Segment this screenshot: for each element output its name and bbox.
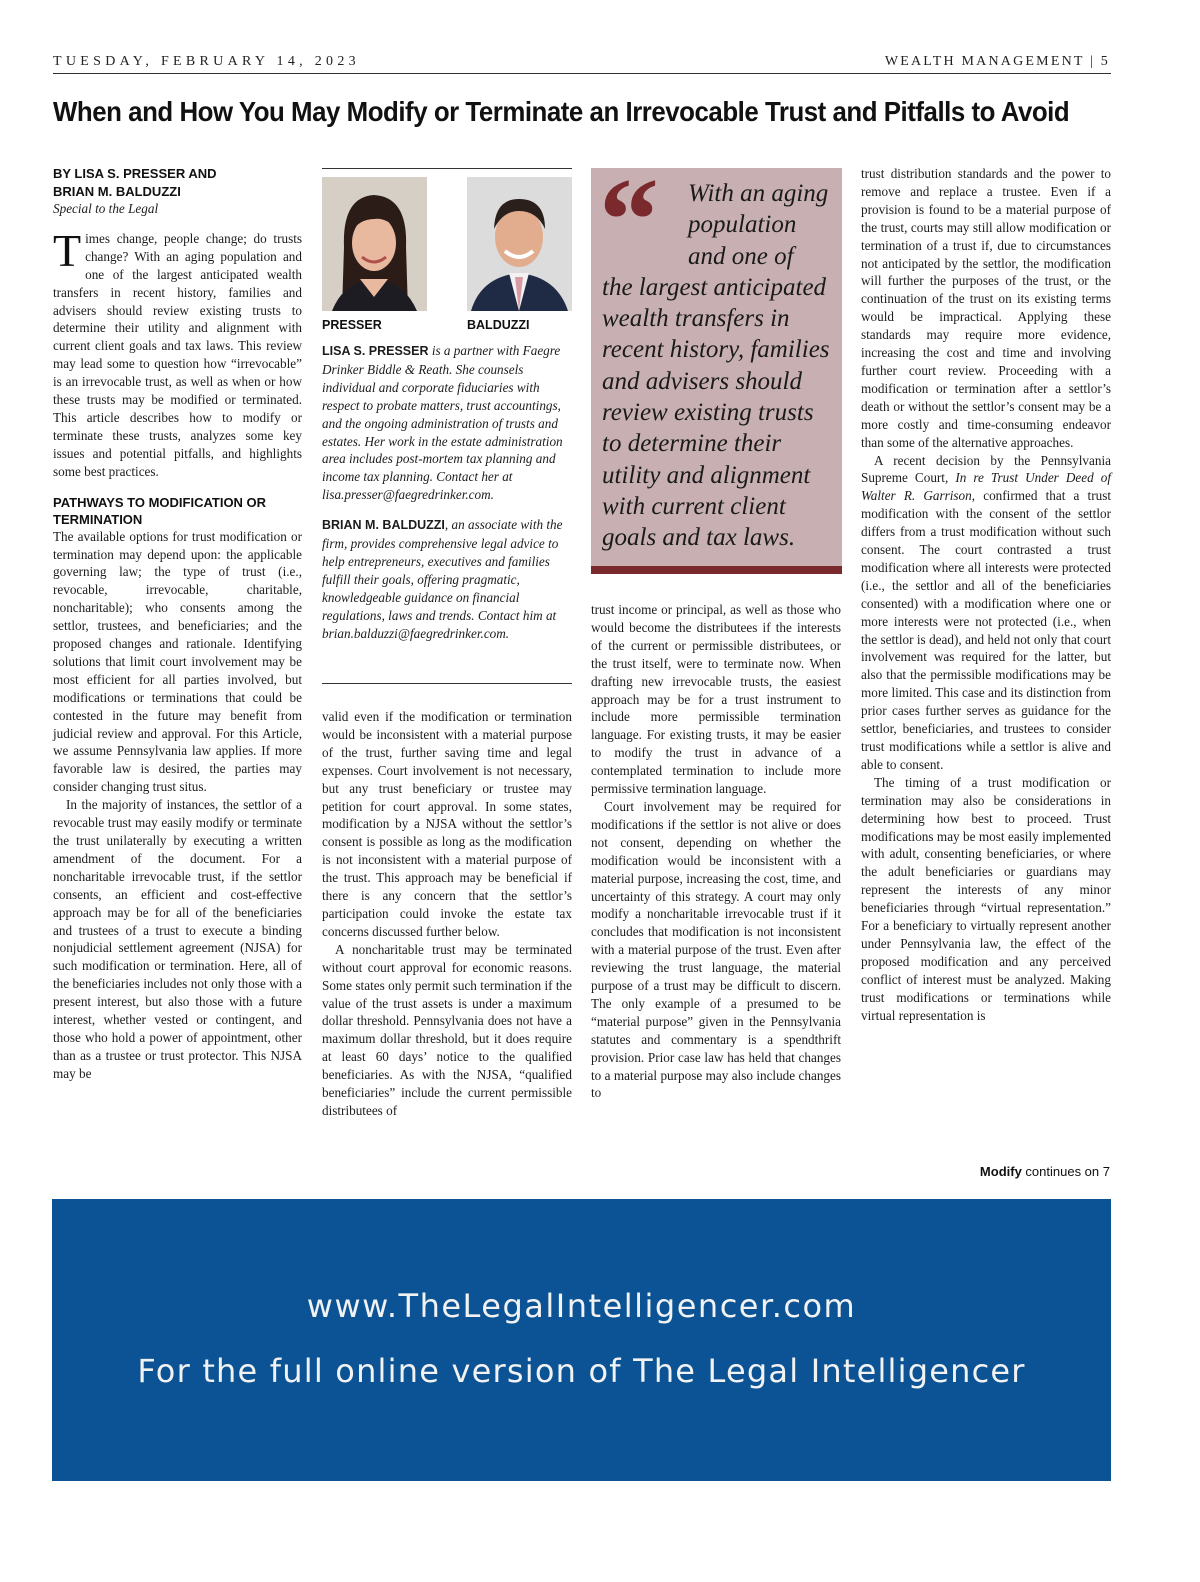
byline-line-1: BY LISA S. PRESSER AND: [53, 166, 217, 181]
case-name: In re Trust Under Deed of Walter R. Garrison: [861, 470, 1111, 504]
paragraph: The available options for trust modification or termination may depend upon: the applicable governing law; the type of trust (i.e., revocable, irrevocable, charitable, noncharitable); who consents among the settlor, trustees, and beneficiaries; and the proposed changes and rationale. Identifying solutions that limit court involvement may be most efficient for all parties involved, but modifications or terminations that could be contested in the future may benefit from judicial review and approval. For this Article, we assume Pennsylvania law applies. If more favorable law is desired, the parties may consider changing trust situs.: [53, 528, 302, 795]
continuation-keyword: Modify: [979, 1164, 1022, 1179]
pull-quote-body: the largest anticipated wealth transfers in recent history, families and advisers should review existing trusts to determine their utility and alignment with current client goals and tax laws.: [602, 273, 830, 552]
author-photo-presser: [322, 177, 427, 311]
header-rule: [53, 73, 1111, 74]
photo-top-rule: [322, 168, 572, 169]
quote-mark-icon: “: [599, 153, 659, 286]
paragraph: A noncharitable trust may be terminated without court approval for economic reasons. Some states only permit such termination if the value of the trust assets is under a maximum dollar threshold. Pennsylvania does not have a maximum dollar threshold, but it does require at least 60 days’ notice to the qualified beneficiaries. As with the NJSA, “qualified beneficiaries” include the current permissible distributees of: [322, 941, 572, 1118]
promo-banner[interactable]: [52, 1199, 1111, 1481]
article-column-2: [322, 708, 572, 1120]
bio-name: LISA S. PRESSER: [322, 344, 429, 358]
page-header-date: TUESDAY, FEBRUARY 14, 2023: [53, 54, 360, 69]
page-header-section: WEALTH MANAGEMENT | 5: [884, 54, 1110, 69]
paragraph-text: , confirmed that a trust modification with the consent of the settlor differs from a trust modification without such consent. The court contrasted a trust modification where all interests were protected (i.e., the settlor and all of the beneficiaries consented) with a modification where one or more interests were not protected (i.e., when the settlor is dead), and held not only that court involvement was required for the latter, but also that the permissible modifications may be more limited. This case and its distinction from prior cases further serves as guidance for the settlor, beneficiaries, and trustees to consider trust modifications while a settlor is alive and able to consent.: [861, 488, 1111, 772]
paragraph: The timing of a trust modification or termination may also be considerations in determining how best to proceed. Trust modifications may be most easily implemented with adult, consenting beneficiaries, or where the adult beneficiaries or guardians may represent the interests of any minor beneficiaries through “virtual representation.” For a beneficiary to virtually represent another under Pennsylvania law, the effect of the proposed modification and any perceived conflict of interest must be analyzed. Making trust modifications or terminations while virtual representation is: [861, 774, 1111, 1023]
article-column-4: [861, 165, 1111, 1025]
banner-tagline: For the full online version of The Legal Intelligencer: [137, 1352, 1026, 1390]
bio-bottom-rule: [322, 683, 572, 684]
intro-text: imes change, people change; do trusts change? With an aging population and one of the largest anticipated wealth transfers in recent history, families and advisers should review existing trusts to determine their utility and alignment with current client goals and tax laws. This review may lead some to question how “irrevocable” is an irrevocable trust, as well as when or how these trusts may be modified or terminated. This article describes how to modify or terminate these trusts, analyzes some key issues and potential pitfalls, and highlights some best practices.: [53, 230, 302, 479]
paragraph: In the majority of instances, the settlor of a revocable trust may easily modify or terminate the trust unilaterally by executing a written amendment of the document. For a noncharitable irrevocable trust, if the settlor consents, an efficient and cost-effective approach may be for all of the beneficiaries and trustees of a trust to execute a binding nonjudicial settlement agreement (NJSA) for such modification or termination. Here, all of the beneficiaries includes not only those with a present interest, but also those with a future interest, whether vested or contingent, and those who hold a power of appointment, other than as a trustee or trust protector. This NJSA may be: [53, 797, 302, 1081]
photo-caption-balduzzi: BALDUZZI: [467, 318, 530, 332]
author-bios: [322, 342, 572, 643]
bio-text: , an associate with the firm, provides comprehensive legal advice to help entrepreneurs, executives and families fulfill their goals, offering pragmatic, knowledgeable guidance on financial regulations, laws and trends. Contact him at brian.balduzzi@faegredrinker.com.: [322, 517, 563, 641]
paragraph: [861, 452, 1111, 774]
paragraph-text: A recent decision by the Pennsylvania Supreme Court,: [861, 452, 1111, 486]
bio-balduzzi: [322, 516, 572, 642]
bio-presser: [322, 342, 572, 504]
paragraph: trust distribution standards and the power to remove and replace a trustee. Even if a provision is found to be a material purpose of the trust, courts may still allow modification or termination of a trust if, due to circumstances not anticipated by the settlor, the modification will further the purposes of the trust, or the continuation of the trust on its existing terms would be impractical. Applying these standards may require more evidence, increasing the cost and time and involving further court review. Proceeding with a modification or termination after a settlor’s death or without the settlor’s consent may be a more costly and time-consuming endeavor than some of the alternative approaches.: [861, 166, 1111, 450]
intro-paragraph: [53, 224, 302, 481]
paragraph: Court involvement may be required for modifications if the settlor is not alive or does not consent, depending on whether the modification would be inconsistent with a material purpose, increasing the cost, time, and uncertainty of this strategy. A court may only modify a noncharitable irrevocable trust if it concludes that modification is not inconsistent with a material purpose of the trust. Even after reviewing the trust language, the material purpose of a trust may be difficult to discern. The only example of a presumed to be “material purpose” given in the Pennsylvania statutes and commentary is a spendthrift provision. Prior case law has held that changes to a material purpose may also include changes to: [591, 798, 841, 1101]
author-photo-balduzzi: [467, 177, 572, 311]
pull-quote-box: [591, 153, 842, 574]
pull-quote-accent-bar: [591, 566, 842, 574]
article-column-3: [591, 601, 841, 1102]
article-column-1: [53, 165, 302, 1083]
section-subhead: PATHWAYS TO MODIFICATION OR TERMINATION: [53, 494, 267, 527]
drop-cap: T: [53, 224, 82, 276]
continuation-note[interactable]: [980, 1164, 1110, 1179]
bio-name: BRIAN M. BALDUZZI: [322, 518, 445, 533]
pull-quote-lead: With an aging population and one of: [688, 180, 829, 270]
byline-line-2: BRIAN M. BALDUZZI: [53, 183, 181, 199]
banner-url[interactable]: www.TheLegalIntelligencer.com: [306, 1287, 857, 1325]
pull-quote-text: [602, 178, 837, 554]
paragraph: valid even if the modification or termination would be inconsistent with a material purpose of the trust, further saving time and legal expenses. Court involvement is not necessary, but any trust beneficiary or trustee may petition for court approval. In some states, modification by a NJSA without the settlor’s consent is possible as long as the modification is not inconsistent with a material purpose of the trust. This approach may be beneficial if there is any concern that the settlor’s participation could invoke the estate tax concerns discussed further below.: [322, 709, 572, 939]
photo-caption-presser: PRESSER: [322, 318, 382, 332]
byline-subtitle: Special to the Legal: [53, 201, 159, 216]
paragraph: trust income or principal, as well as those who would become the distributees if the interests of the current or permissible distributees, or the trust itself, were to terminate now. When drafting new irrevocable trusts, the easiest approach may be for a trust instrument to include more permissible termination language. For existing trusts, it may be easier to modify the trust in advance of a contemplated termination to include more permissive termination language.: [591, 602, 841, 797]
article-headline: When and How You May Modify or Terminate an Irrevocable Trust and Pitfalls to Avoid: [53, 96, 1070, 127]
bio-text: is a partner with Faegre Drinker Biddle & Reath. She counsels individual and corporate fiduciaries with respect to probate matters, trust accountings, and the ongoing administration of trusts and estates. Her work in the estate administration area includes post-mortem tax planning and income tax planning. Contact her at lisa.presser@faegredrinker.com.: [322, 343, 563, 503]
continuation-text: continues on 7: [1021, 1164, 1110, 1179]
